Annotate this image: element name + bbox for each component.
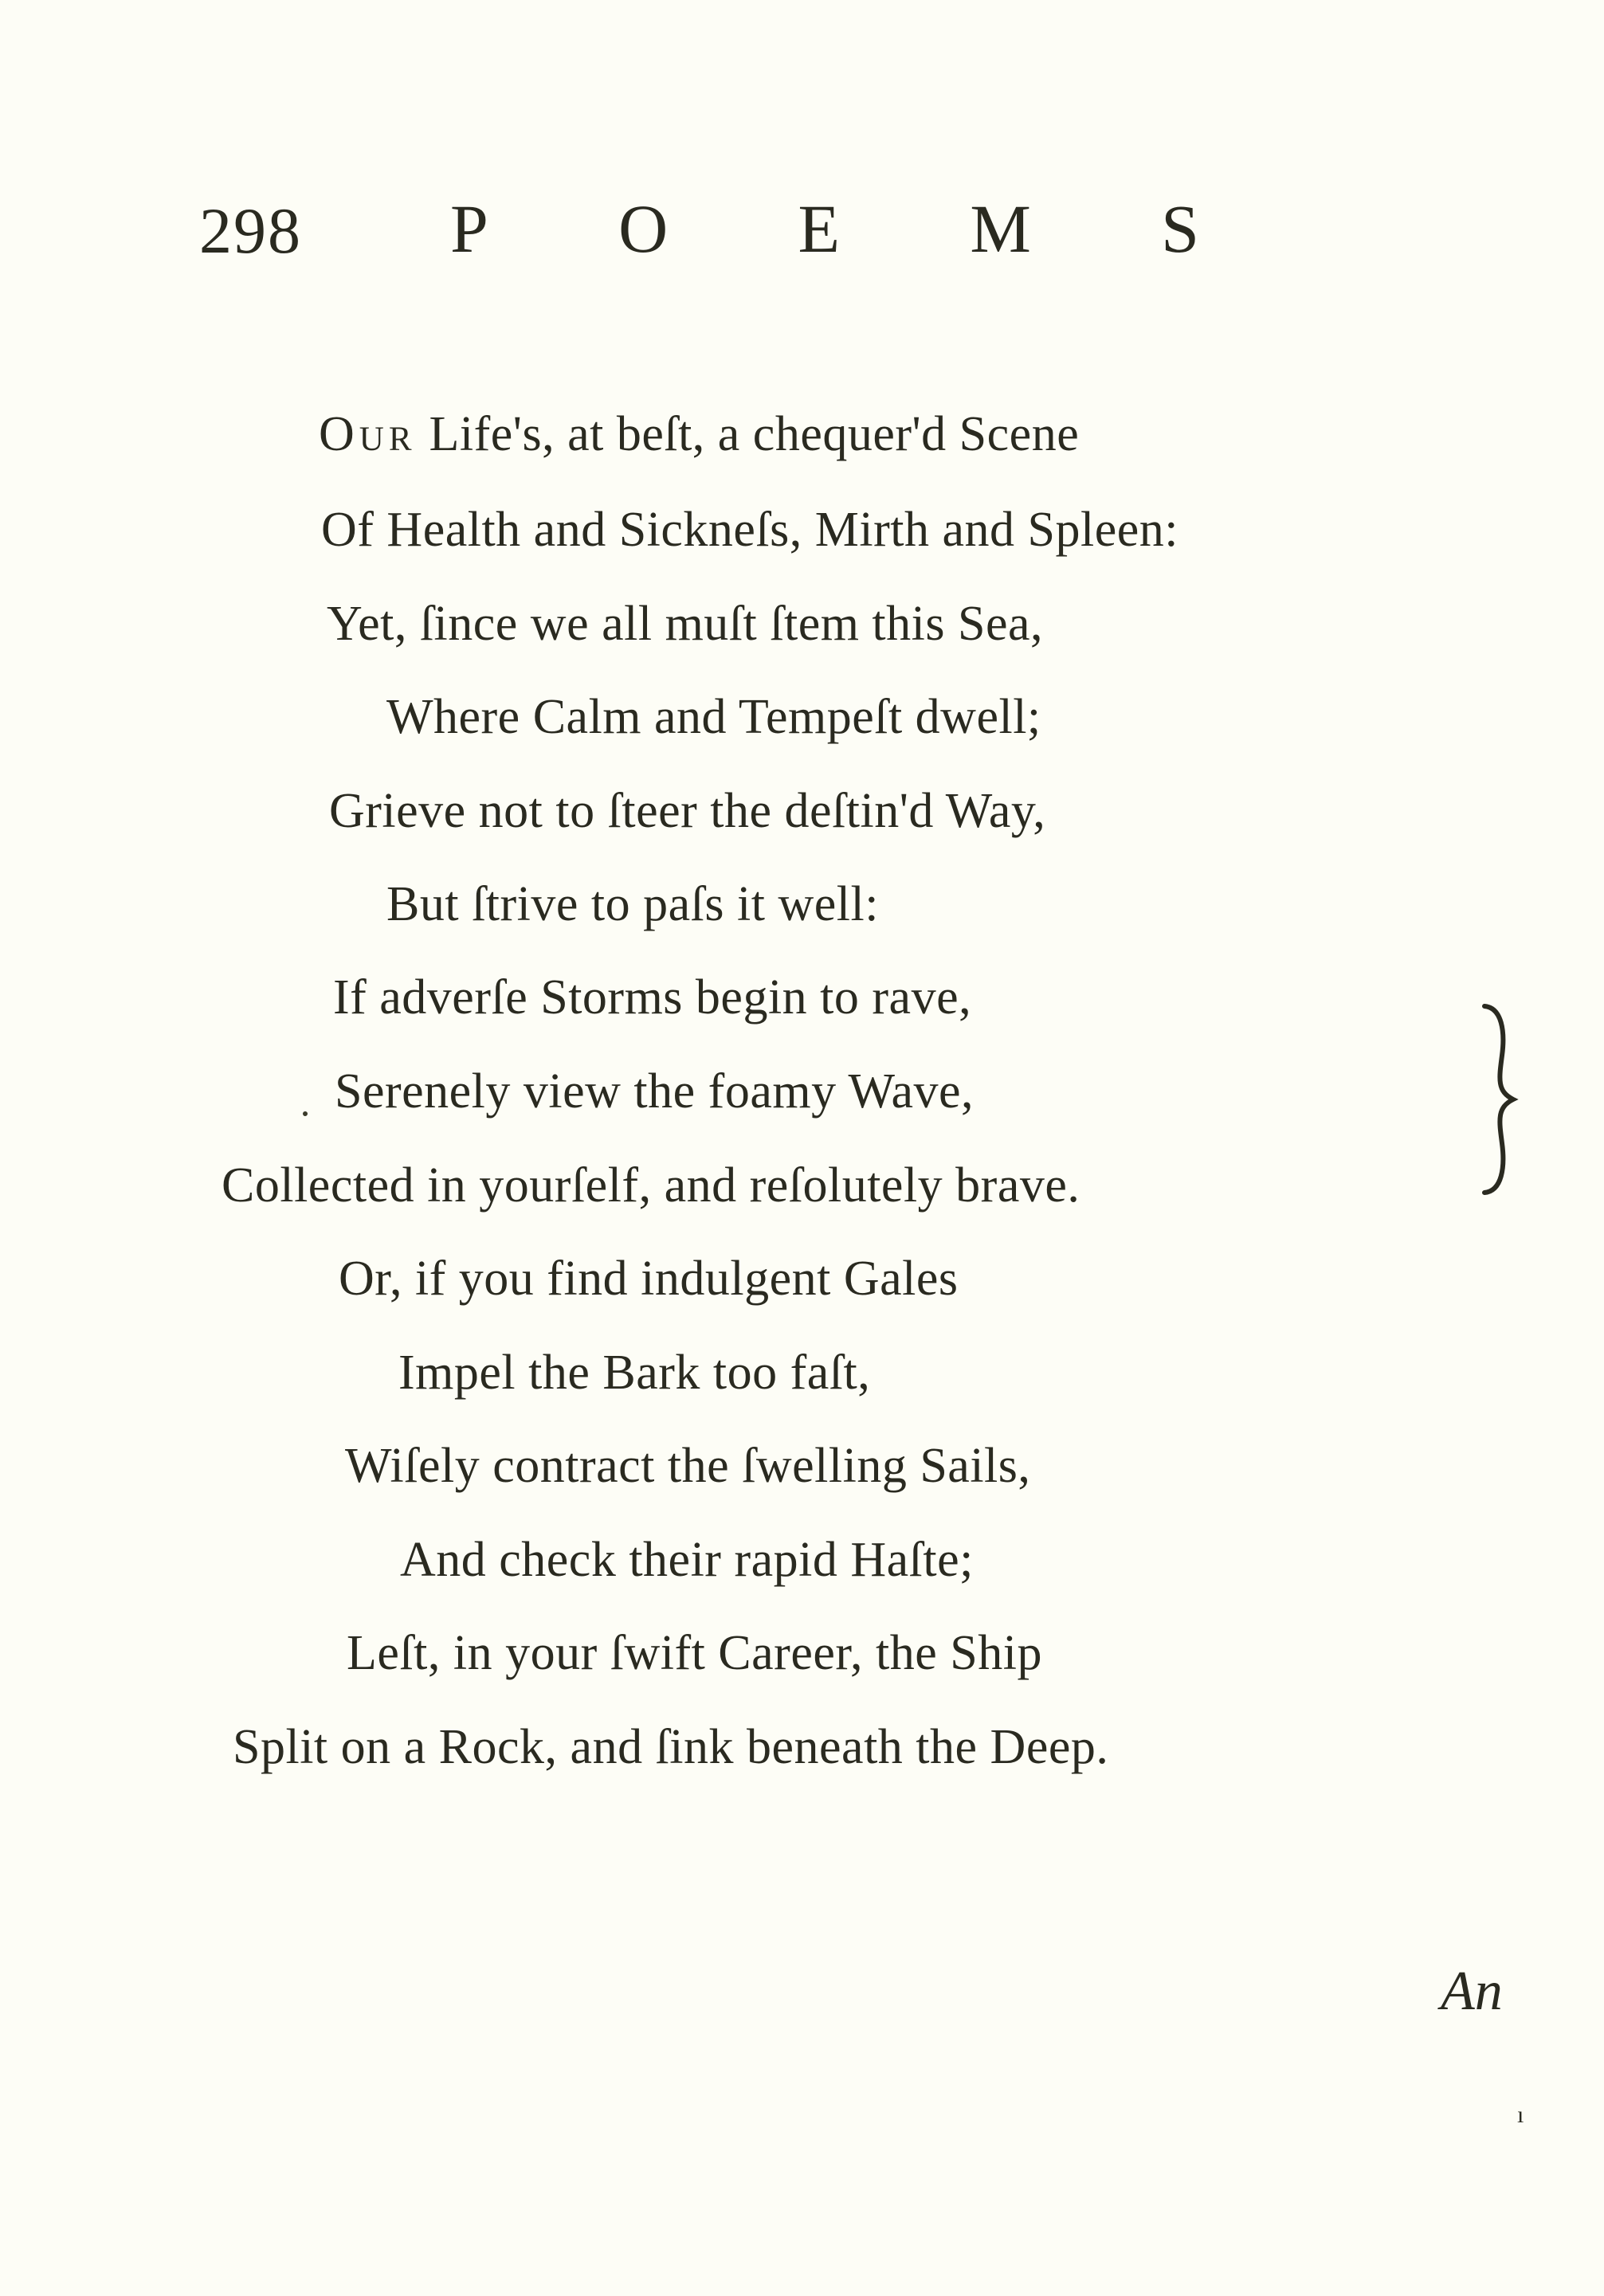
poem-line-14: Leſt, in your ſwift Career, the Ship — [347, 1626, 1042, 1680]
running-head — [450, 189, 1199, 268]
poem-line-10: Or, if you find indulgent Gales — [339, 1252, 959, 1306]
poem-line-11: Impel the Bark too faſt, — [398, 1346, 871, 1400]
page-header — [0, 177, 1604, 272]
poem-line-13: And check their rapid Haſte; — [400, 1533, 974, 1587]
running-head-letter: M — [970, 190, 1031, 267]
signature-mark: ı — [1517, 2102, 1524, 2128]
triplet-brace — [1478, 1000, 1526, 1199]
running-head-letter: O — [618, 190, 669, 267]
poem-line-5: Grieve not to ſteer the deſtin'd Way, — [329, 784, 1046, 838]
ink-speck — [303, 1111, 308, 1116]
poem-line-6: But ſtrive to paſs it well: — [386, 877, 879, 931]
catchword: An — [1441, 1961, 1503, 2022]
running-head-letter: E — [798, 190, 841, 267]
poem-line-4: Where Calm and Tempeſt dwell; — [386, 690, 1041, 744]
poem-line-7: If adverſe Storms begin to rave, — [333, 970, 972, 1025]
poem-line-15: Split on a Rock, and ſink beneath the Deep. — [233, 1720, 1109, 1774]
poem-line-3: Yet, ſince we all muſt ſtem this Sea, — [327, 597, 1044, 651]
opening-word: Our — [319, 407, 417, 461]
running-head-letter: P — [450, 190, 488, 267]
running-head-letter: S — [1161, 190, 1199, 267]
poem-line-1 — [319, 402, 1079, 466]
poem-line-9: Collected in yourſelf, and reſolutely brave. — [222, 1158, 1080, 1213]
poem-line-12: Wiſely contract the ſwelling Sails, — [345, 1439, 1031, 1493]
page-number: 298 — [199, 194, 302, 267]
poem-line-8: Serenely view the foamy Wave, — [335, 1064, 975, 1119]
poem-line-text: Life's, at beſt, a chequer'd Scene — [429, 407, 1080, 461]
poem-line-2: Of Health and Sickneſs, Mirth and Spleen: — [321, 503, 1179, 557]
